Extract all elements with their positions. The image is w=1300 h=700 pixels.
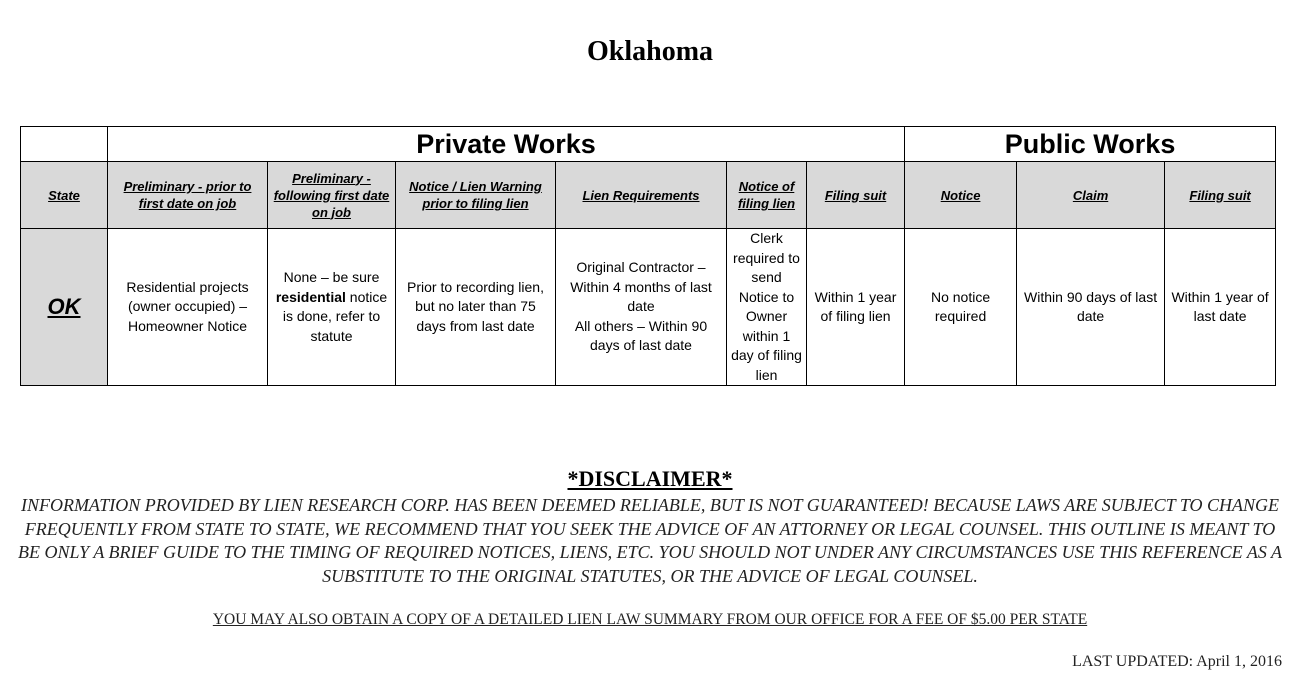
header-notice-lien-warning: Notice / Lien Warning prior to filing lien xyxy=(396,162,556,229)
last-updated: LAST UPDATED: April 1, 2016 xyxy=(1072,653,1282,670)
header-notice-public: Notice xyxy=(905,162,1017,229)
disclaimer-body: INFORMATION PROVIDED BY LIEN RESEARCH CORP. HAS BEEN DEEMED RELIABLE, BUT IS NOT GUARANTEED! BECAUSE LAWS ARE SUBJECT TO CHANGE FREQUENTLY FROM STATE TO STATE, WE RECOMMEND THAT YOU SEEK THE ADVICE OF AN ATTORNEY OR LEGAL COUNSEL. THIS OUTLINE IS MEANT TO BE ONLY A BRIEF GUIDE TO THE TIMING OF REQUIRED NOTICES, LIENS, ETC. YOU SHOULD NOT UNDER ANY CIRCUMSTANCES USE THIS REFERENCE AS A SUBSTITUTE TO THE ORIGINAL STATUTES, OR THE ADVICE OF LEGAL COUNSEL. xyxy=(17,495,1283,586)
header-notice-of-filing-lien: Notice of filing lien xyxy=(727,162,807,229)
cell-filing-suit-public: Within 1 year of last date xyxy=(1165,229,1276,386)
group-header-row xyxy=(21,127,1276,162)
cell-filing-suit-private: Within 1 year of filing lien xyxy=(807,229,905,386)
cell-preliminary-following-text-rest: notice is done, refer to statute xyxy=(282,288,388,344)
page-title: Oklahoma xyxy=(586,36,714,67)
empty-corner-cell xyxy=(21,127,108,162)
disclaimer-title: *DISCLAIMER* xyxy=(567,466,733,491)
header-preliminary-prior: Preliminary - prior to first date on job xyxy=(108,162,268,229)
header-state: State xyxy=(21,162,108,229)
cell-preliminary-following-text: None – be sure xyxy=(283,269,380,285)
cell-preliminary-prior: Residential projects (owner occupied) – Homeowner Notice xyxy=(108,229,268,386)
lien-law-table xyxy=(20,126,1276,386)
cell-notice-public: No notice required xyxy=(905,229,1017,386)
header-filing-suit-public: Filing suit xyxy=(1165,162,1276,229)
public-works-header: Public Works xyxy=(905,127,1276,162)
lien-requirements-original-contractor: Original Contractor – Within 4 months of last date xyxy=(570,259,712,315)
copy-notice: YOU MAY ALSO OBTAIN A COPY OF A DETAILED LIEN LAW SUMMARY FROM OUR OFFICE FOR A FEE OF $5.00 PER STATE xyxy=(212,611,1088,628)
header-preliminary-following: Preliminary - following first date on job xyxy=(268,162,396,229)
cell-notice-lien-warning: Prior to recording lien, but no later than 75 days from last date xyxy=(396,229,556,386)
cell-claim: Within 90 days of last date xyxy=(1017,229,1165,386)
header-lien-requirements: Lien Requirements xyxy=(556,162,727,229)
residential-bold-text: residential xyxy=(275,288,346,305)
header-claim: Claim xyxy=(1017,162,1165,229)
cell-preliminary-following xyxy=(268,229,396,386)
column-header-row xyxy=(21,162,1276,229)
lien-requirements-all-others: All others – Within 90 days of last date xyxy=(574,317,708,354)
header-filing-suit-private: Filing suit xyxy=(807,162,905,229)
cell-notice-of-filing-lien: Clerk required to send Notice to Owner within 1 day of filing lien xyxy=(727,229,807,386)
cell-lien-requirements xyxy=(556,229,727,386)
private-works-header: Private Works xyxy=(108,127,905,162)
table-row xyxy=(21,229,1276,386)
state-cell: OK xyxy=(21,229,108,386)
